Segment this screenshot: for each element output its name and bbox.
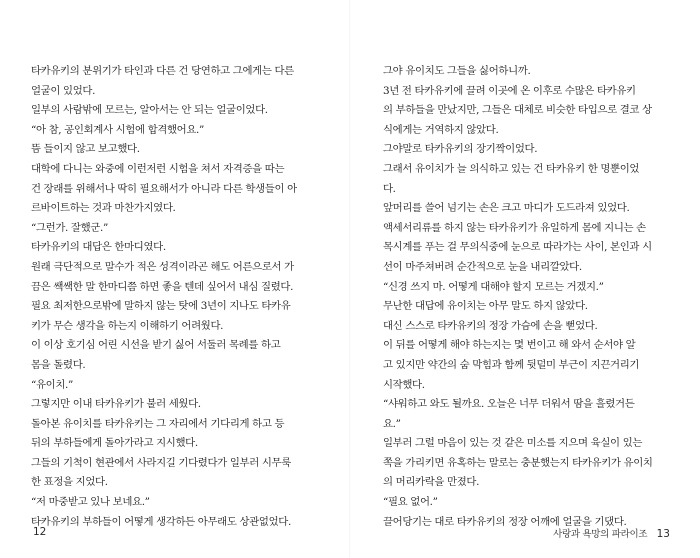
text-line: 한 표정을 지었다. [31,476,108,489]
text-line: 식에게는 거역하지 않았다. [383,123,499,136]
text-line: 일부러 그럴 마음이 있는 것 같은 미소를 지으며 육실이 있는 [383,437,643,450]
text-line: 의 머리카락을 만졌다. [383,476,480,489]
text-line: 건 장래를 위해서나 딱히 필요해서가 아니라 다른 학생들이 아 [31,182,297,195]
text-line: 끌어당기는 대로 타카유키의 정장 어깨에 얼굴을 기댔다. [383,515,627,528]
text-line: 타카유키의 부하들이 어떻게 생각하든 아무래도 상관없었다. [31,515,291,528]
text-line: 필요 최저한으로밖에 말하지 않는 탓에 3년이 지나도 타카유 [31,300,291,313]
text-line: “유이치.” [31,378,73,391]
text-line: 이 이상 호기심 어린 시선을 받기 싫어 서둘러 목례를 하고 [31,339,281,352]
running-title: 사랑과 욕망의 파라이조 [553,529,648,540]
left-page-number: 12 [33,526,47,538]
text-line: 대학에 다니는 와중에 이런저런 시험을 쳐서 자격증을 따는 [31,162,285,175]
right-page-number: 13 [656,528,670,540]
text-line: 그래서 유이치가 늘 의식하고 있는 건 타카유키 한 명뿐이었 [383,162,640,175]
right-page-body [383,62,671,532]
text-line: 끔은 쌕쌕한 말 한마디쯤 하면 좋을 텐데 싶어서 내심 질렸다. [31,280,294,293]
text-line: “신경 쓰지 마. 어떻게 대해야 할지 모르는 거겠지.” [383,280,604,293]
text-line: 이 뒤를 어떻게 해야 하는지는 몇 번이고 해 와서 순서야 알 [383,339,636,352]
text-line: 대신 스스로 타카유키의 정장 가슴에 손을 뻗었다. [383,319,598,332]
text-line: 뜸 들이지 않고 보고했다. [31,143,140,156]
text-line: 타카유키의 분위기가 타인과 다른 건 당연하고 그에게는 다른 [31,65,294,77]
text-line: 키가 무슨 생각을 하는지 이해하기 어려웠다. [31,319,224,332]
text-line: 그야말로 타카유키의 장기짝이었다. [383,143,538,156]
text-line: 3년 전 타카유키에 끌려 이곳에 온 이후로 수많은 타카유키 [383,84,636,97]
text-line: 쪽을 가리키면 유혹하는 말로는 충분했는지 타카유키가 유이치 [383,456,653,469]
text-line: 앞머리를 쓸어 넘기는 손은 크고 마디가 도드라져 있었다. [383,202,630,215]
text-line: 의 부하들을 만났지만, 그들은 대체로 비슷한 타입으로 결코 상 [383,104,652,117]
text-line: “아 참, 공인회계사 시험에 합격했어요.” [31,123,204,136]
text-line: 그야 유이치도 그들을 싫어하니까. [383,65,531,77]
text-line: 그들의 기척이 현관에서 사라지길 기다렸다가 일부러 시무룩 [31,456,291,469]
text-line: 원래 극단적으로 말수가 적은 성격이라곤 해도 어른으로서 가 [31,260,294,273]
text-line: 몸을 돌렸다. [31,358,86,371]
text-line: 액세서리류를 하지 않는 타카유키가 유일하게 몸에 지니는 손 [383,221,646,234]
text-line: “그런가. 잘했군.” [31,221,108,234]
text-line: 선이 마주쳐버려 순간적으로 눈을 내리깔았다. [383,260,582,273]
text-line: 뒤의 부하들에게 돌아가라고 지시했다. [31,437,198,450]
text-line: 다. [383,182,396,195]
page-gutter [349,0,351,558]
text-line: 그렇지만 이내 타카유키가 불러 세웠다. [31,398,201,411]
text-line: 돌아본 유이치를 타카유키는 그 자리에서 기다리게 하고 등 [31,417,285,430]
text-line: 얼굴이 있었다. [31,84,96,97]
text-line: 요.” [383,417,401,430]
text-line: 고 있지만 약간의 숨 막힘과 함께 뒷덜미 부근이 지끈거리기 [383,358,640,371]
text-line: 무난한 대답에 유이치는 아무 말도 하지 않았다. [383,300,588,313]
left-page-footer [33,526,46,538]
left-page-body [31,62,319,532]
text-line: 타카유키의 대답은 한마디였다. [31,241,166,254]
right-page-footer [553,526,670,540]
text-line: 일부의 사람밖에 모르는, 알아서는 안 되는 얼굴이었다. [31,104,268,117]
text-line: “필요 없어.” [383,496,438,509]
text-line: 시작했다. [383,378,425,391]
text-line: 목시계를 푸는 걸 무의식중에 눈으로 따라가는 사이, 본인과 시 [383,241,652,254]
text-line: “저 마중받고 있나 보네요.” [31,496,150,509]
text-line: “샤워하고 와도 될까요. 오늘은 너무 더워서 땀을 흘렸거든 [383,398,635,411]
text-line: 르바이트하는 것과 마찬가지였다. [31,202,176,215]
